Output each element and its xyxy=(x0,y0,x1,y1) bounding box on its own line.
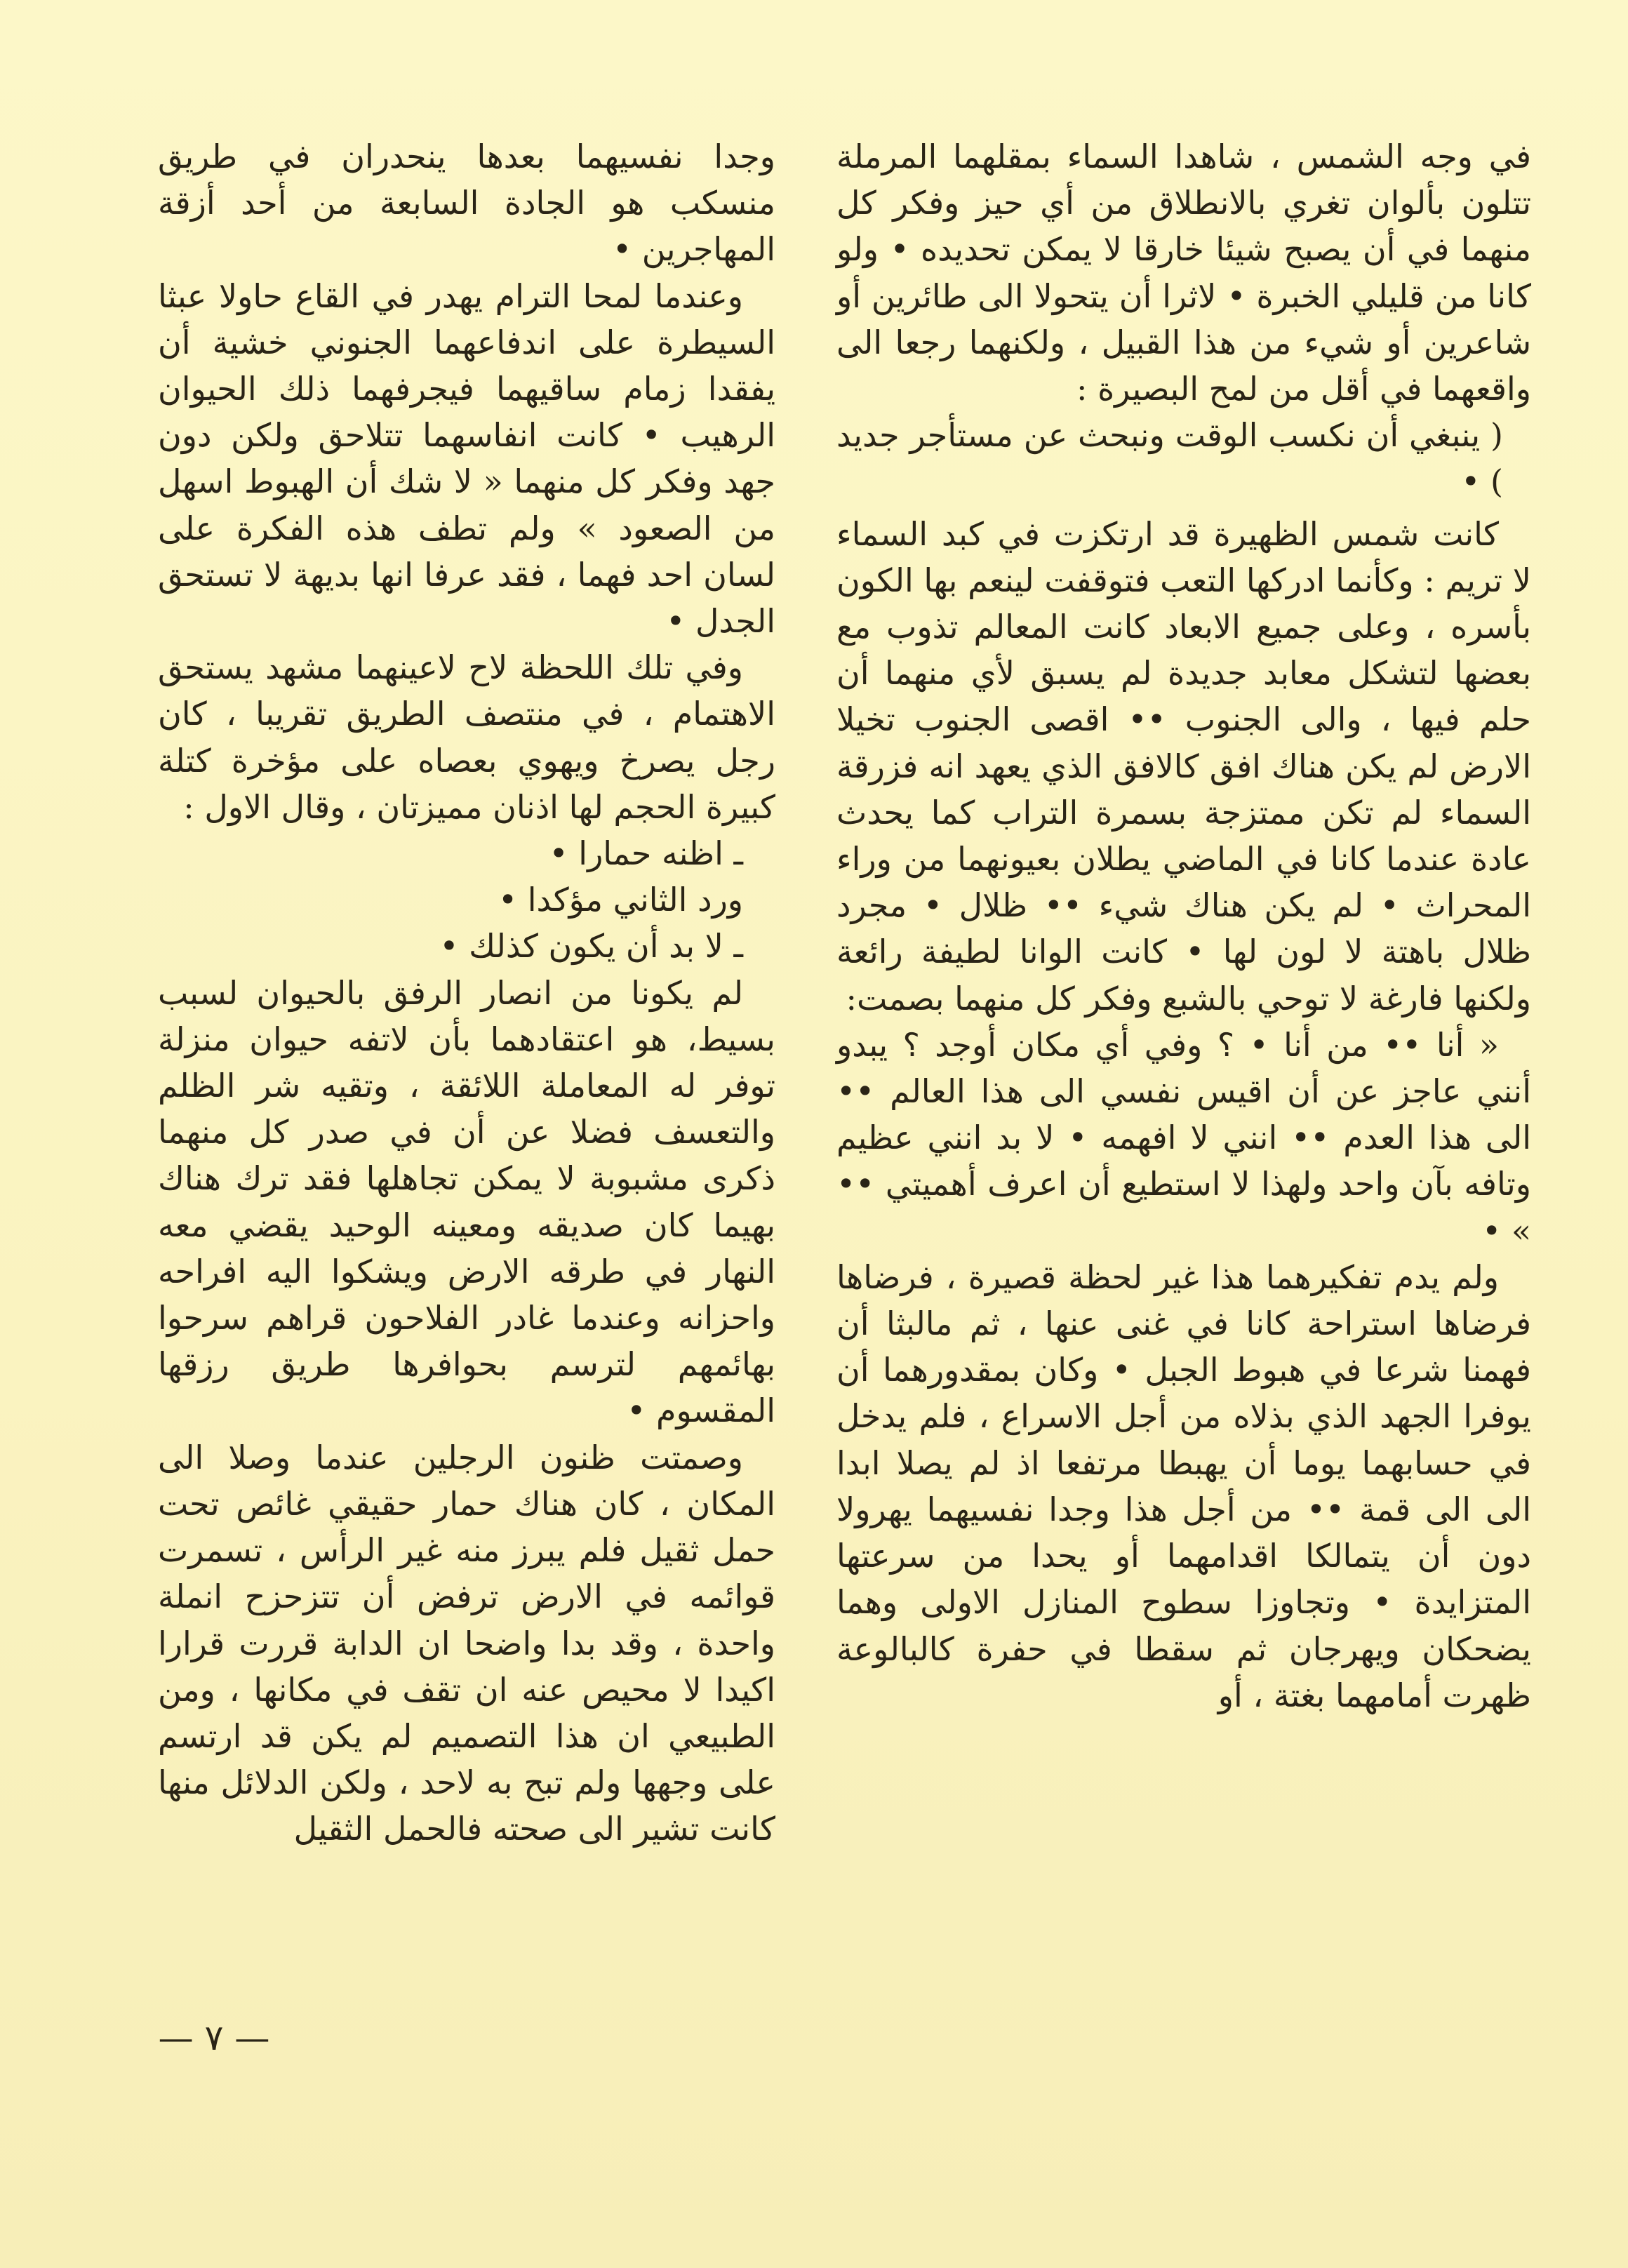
page-number: — ٧ — xyxy=(158,2017,270,2058)
paragraph: كانت شمس الظهيرة قد ارتكزت في كبد السماء لا تريم : وكأنما ادركها التعب فتوقفت لينعم بها الكون بأسره ، وعلى جميع الابعاد كانت المعالم تذوب مع بعضها لتشكل معابد جديدة لم يسبق لأي منهما أن حلم فيها ، والى الجنوب •• اقصى الجنوب تخيلا الارض لم يكن هناك افق كالافق الذي يعهد انه فزرقة السماء لم تكن ممتزجة بسمرة التراب كما يحدث عادة عندما كانا في الماضي يطلان بعيونهما من وراء المحراث • لم يكن هناك شيء •• ظلال • مجرد ظلال باهتة لا لون لها • كانت الوانا لطيفة رائعة ولكنها فارغة لا توحي بالشبع وفكر كل منهما بصمت: xyxy=(836,514,1531,1018)
paragraph: وصمتت ظنون الرجلين عندما وصلا الى المكان ، كان هناك حمار حقيقي غائص تحت حمل ثقيل فلم يبرز منه غير الرأس ، تسمرت قوائمه في الارض ترفض أن تتزحزح انملة واحدة ، وقد بدا واضحا ان الدابة قررت قرارا اكيدا لا محيص عنه ان تقف في مكانها ، ومن الطبيعي ان هذا التصميم لم يكن قد ارتسم على وجهها ولم تبح به لاحد ، ولكن الدلائل منها كانت تشير الى صحته فالحمل الثقيل xyxy=(158,1438,775,1848)
dialogue-line: ـ اظنه حمارا • xyxy=(549,834,743,873)
dialogue-line: ـ لا بد أن يكون كذلك • xyxy=(439,927,743,966)
paragraph: ولم يدم تفكيرهما هذا غير لحظة قصيرة ، فرضاها فرضاها استراحة كانا في غنى عنها ، ثم مالبثا أن فهمنا شرعا في هبوط الجبل • وكان بمقدورهما أن يوفرا الجهد الذي بذلاه من أجل الاسراع ، فلم يدخل في حسابهما يوما أن يهبطا مرتفعا اذ لم يصلا ابدا الى الى قمة •• من أجل هذا وجدا نفسيهما يهرولا دون أن يتمالكا اقدامهما أو يحدا من سرعتها المتزايدة • وتجاوزا سطوح المنازل الاولى وهما يضحكان ويهرجان ثم سقطا في حفرة كالبالوعة ظهرت أمامهما بغتة ، أو xyxy=(836,1258,1531,1714)
paragraph: وجدا نفسيهما بعدها ينحدران في طريق منسكب هو الجادة السابعة من أحد أزقة المهاجرين • xyxy=(158,138,775,269)
paragraph: وفي تلك اللحظة لاح لاعينهما مشهد يستحق الاهتمام ، في منتصف الطريق تقريبا ، كان رجل يصرخ ويهوي بعصاه على مؤخرة كتلة كبيرة الحجم لها اذنان مميزتان ، وقال الاول : xyxy=(158,648,775,826)
paragraph: وعندما لمحا الترام يهدر في القاع حاولا عبثا السيطرة على اندفاعهما الجنوني خشية أن يفقدا زمام ساقيهما فيجرفهما ذلك الحيوان الرهيب • كانت انفاسهما تتلاحق ولكن دون جهد وفكر كل منهما « لا شك أن الهبوط اسهل من الصعود » ولم تطف هذه الفكرة على لسان احد فهما ، فقد عرفا انها بديهة لا تستحق الجدل • xyxy=(158,276,775,641)
dialogue-line: ورد الثاني مؤكدا • xyxy=(498,881,743,919)
paragraph: لم يكونا من انصار الرفق بالحيوان لسبب بسيط، هو اعتقادهما بأن لاتفه حيوان منزلة توفر له المعاملة اللائقة ، وتقيه شر الظلم والتعسف فضلا عن أن في صدر كل منهما ذكرى مشبوبة لا يمكن تجاهلها فقد ترك هناك بهيما كان صديقه ومعينه الوحيد يقضي معه النهار في طرقه الارض ويشكوا اليه افراحه واحزانه وعندما غادر الفلاحون قراهم سرحوا بهائمهم لترسم بحوافرها طريق رزقها المقسوم • xyxy=(158,973,775,1430)
quoted-thought: « أنا •• من أنا • ؟ وفي أي مكان أوجد ؟ يبدو أنني عاجز عن أن اقيس نفسي الى هذا العالم •• الى هذا العدم •• انني لا افهمه • لا بد انني عظيم وتافه بآن واحد ولهذا لا استطيع أن اعرف أهميتي •• » • xyxy=(836,1025,1531,1250)
paragraph: في وجه الشمس ، شاهدا السماء بمقلهما المرملة تتلون بألوان تغري بالانطلاق من أي حيز وفكر كل منهما في أن يصبح شيئا خارقا لا يمكن تحديده • ولو كانا من قليلي الخبرة • لاثرا أن يتحولا الى طائرين أو شاعرين أو شيء من هذا القبيل ، ولكنهما رجعا الى واقعهما في أقل من لمح البصيرة : xyxy=(836,138,1531,408)
left-text-column xyxy=(158,133,775,1853)
quoted-line: ( ينبغي أن نكسب الوقت ونبحث عن مستأجر جديد ) • xyxy=(836,416,1503,501)
right-text-column xyxy=(836,133,1531,1719)
